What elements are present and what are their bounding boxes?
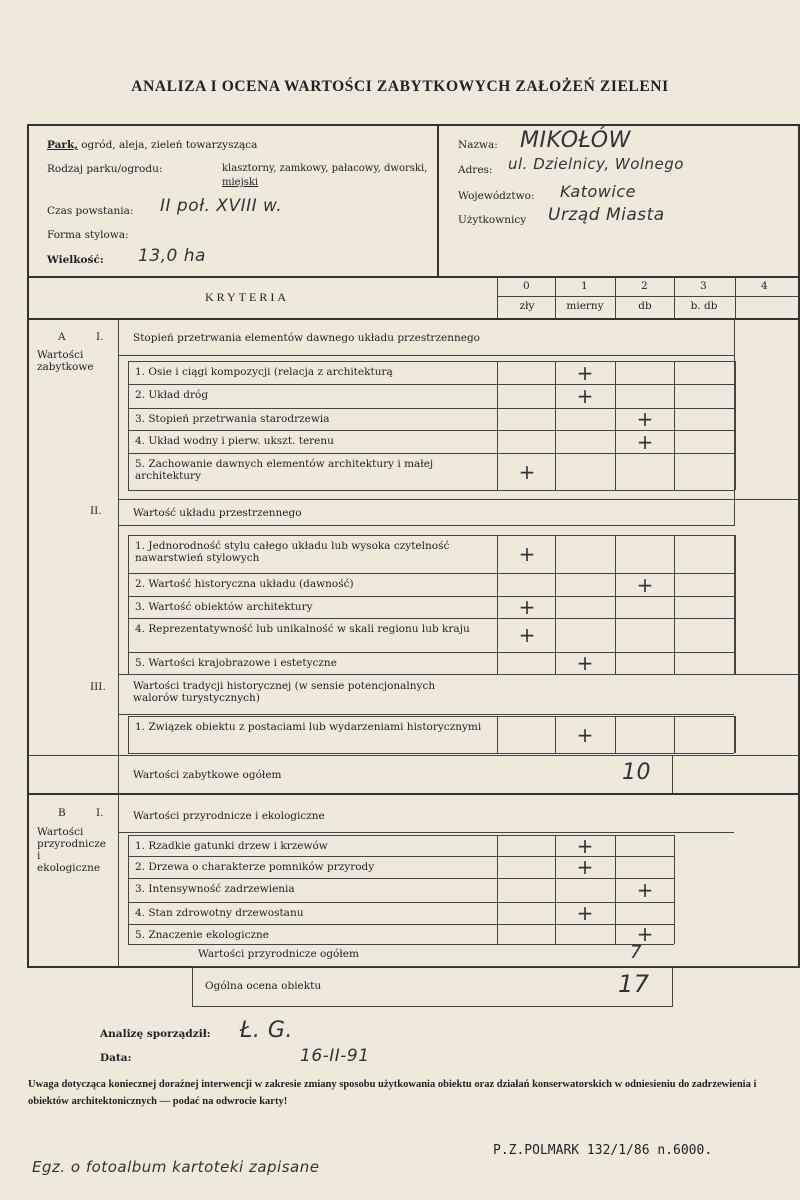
a2-mark-2: + [636, 572, 654, 597]
row-border [555, 596, 556, 618]
row-border [128, 674, 734, 675]
wielkosc-label: Wielkość: [47, 254, 104, 266]
row-border [128, 490, 734, 491]
woj-value: Katowice [560, 182, 636, 201]
row-border [497, 856, 498, 878]
a1-item-4: 4. Układ wodny i pierw. ukszt. terenu [135, 435, 334, 447]
row-border [128, 430, 129, 453]
row-border [128, 596, 129, 618]
row-border [497, 384, 498, 408]
row-border [555, 384, 556, 408]
a1-item-3: 3. Stopień przetrwania starodrzewia [135, 413, 330, 425]
row-border [497, 878, 498, 902]
row-border [497, 902, 498, 924]
row-border [128, 618, 734, 619]
row-border [497, 361, 498, 384]
row-border [674, 573, 675, 596]
row-border [555, 878, 556, 902]
b1-mark-3: + [636, 878, 654, 902]
row-border [497, 924, 498, 944]
overall-label: Ogólna ocena obiektu [205, 980, 322, 992]
score-header-1: 1 [581, 280, 588, 292]
row-border [615, 408, 616, 430]
score-label-2: db [638, 300, 652, 312]
score-header-2: 2 [641, 280, 648, 292]
grid-line [192, 967, 193, 1007]
overall-value: 17 [618, 970, 650, 998]
grid-line [119, 499, 799, 500]
row-border [674, 361, 675, 384]
score-header-4: 4 [761, 280, 768, 292]
row-border [128, 384, 129, 408]
a2-item-5: 5. Wartości krajobrazowe i estetyczne [135, 657, 337, 669]
score-header-3: 3 [700, 280, 707, 292]
row-border [734, 596, 735, 618]
row-border [128, 652, 129, 674]
row-border [735, 573, 736, 596]
row-border [497, 453, 498, 490]
b1-item-5: 5. Znaczenie ekologiczne [135, 929, 270, 941]
group3-roman: III. [90, 681, 106, 693]
row-border [674, 652, 675, 674]
grid-line [497, 296, 799, 297]
row-border [735, 596, 736, 618]
group2-roman: II. [90, 505, 102, 517]
a2-item-4: 4. Reprezentatywność lub unikalność w skali regionu lub kraju [135, 623, 470, 635]
row-border [674, 902, 675, 924]
row-border [735, 716, 736, 753]
row-border [735, 408, 736, 430]
group2-title: Wartość układu przestrzennego [133, 507, 302, 519]
row-border [615, 535, 616, 573]
row-border [497, 716, 498, 753]
row-border [674, 453, 675, 490]
row-border [128, 573, 129, 596]
row-border [615, 878, 616, 902]
row-border [615, 652, 616, 674]
row-border [128, 835, 129, 856]
grid-line [192, 1006, 672, 1007]
b1-item-3: 3. Intensywność zadrzewienia [135, 883, 295, 895]
score-label-0: zły [519, 300, 535, 312]
row-border [128, 753, 734, 754]
row-border [735, 652, 736, 674]
row-border [128, 535, 734, 536]
a1-mark-3: + [636, 407, 654, 431]
row-border [615, 361, 616, 384]
a3-mark-1: + [576, 722, 594, 747]
date-label: Data: [100, 1052, 132, 1064]
row-border [555, 618, 556, 652]
nazwa-label: Nazwa: [458, 139, 498, 151]
a1-item-1: 1. Osie i ciągi kompozycji (relacja z architekturą [135, 366, 393, 378]
b1-item-4: 4. Stan zdrowotny drzewostanu [135, 907, 304, 919]
row-border [555, 430, 556, 453]
row-border [674, 835, 675, 856]
a2-mark-3: + [518, 595, 536, 619]
row-border [615, 924, 616, 944]
a2-item-2: 2. Wartość historyczna układu (dawność) [135, 578, 354, 590]
row-border [734, 535, 735, 573]
grid-line [119, 525, 734, 526]
row-border [128, 716, 734, 717]
grid-line [28, 793, 799, 795]
row-border [735, 535, 736, 573]
row-border [734, 716, 735, 753]
row-border [674, 535, 675, 573]
grid-line [437, 125, 439, 276]
row-border [497, 652, 498, 674]
row-border [735, 361, 736, 384]
score-label-1: mierny [566, 300, 604, 312]
adres-value: ul. Dzielnicy, Wolnego [508, 155, 684, 173]
row-border [497, 618, 498, 652]
grid-line [119, 714, 734, 715]
grid-line [192, 966, 800, 967]
footer-note: Uwaga dotycząca koniecznej doraźnej interwencji w zakresie zmiany sposobu użytkowania obiektu oraz działań konserwatorskich w odniesieniu do zadrzewienia i obiektów architektonicznych — podać na odwrocie karty! [28, 1079, 757, 1107]
prepared-label: Analizę sporządził: [100, 1028, 211, 1040]
row-border [555, 856, 556, 878]
row-border [555, 902, 556, 924]
b1-mark-4: + [576, 901, 594, 925]
a1-mark-1: + [576, 360, 594, 385]
score-label-3: b. db [690, 300, 718, 312]
row-border [497, 535, 498, 573]
row-border [615, 596, 616, 618]
b1-item-1: 1. Rzadkie gatunki drzew i krzewów [135, 840, 328, 852]
section-b-name: Wartości przyrodnicze i ekologiczne [37, 826, 107, 874]
row-border [674, 408, 675, 430]
row-border [128, 924, 129, 944]
grid-line [615, 277, 616, 318]
a2-item-1: 1. Jednorodność stylu całego układu lub wysoka czytelność nawarstwień stylowych [135, 540, 450, 564]
section-a-total-value: 10 [622, 760, 651, 785]
grid-line [118, 319, 119, 967]
b1-item-2: 2. Drzewa o charakterze pomników przyrody [135, 861, 375, 873]
a3-item-1: 1. Związek obiektu z postaciami lub wydarzeniami historycznymi [135, 721, 482, 733]
row-border [674, 716, 675, 753]
row-border [735, 618, 736, 652]
row-border [674, 878, 675, 902]
woj-label: Województwo: [458, 190, 535, 202]
grid-line [28, 276, 799, 278]
section-a-roman: I. [96, 331, 104, 343]
grid-line [672, 967, 673, 1007]
section-b-letter: B [58, 807, 66, 819]
row-border [128, 453, 129, 490]
row-border [555, 408, 556, 430]
row-border [555, 716, 556, 753]
b1-mark-5: + [636, 922, 654, 946]
a1-mark-2: + [576, 384, 594, 408]
row-border [734, 384, 735, 408]
row-border [735, 453, 736, 490]
row-border [497, 596, 498, 618]
row-border [555, 835, 556, 856]
print-code: P.Z.POLMARK 132/1/86 n.6000. [493, 1143, 713, 1158]
rodzaj-options: klasztorny, zamkowy, pałacowy, dworski, [222, 163, 428, 174]
grid-line [674, 277, 675, 318]
row-border [615, 573, 616, 596]
rodzaj-label: Rodzaj parku/ogrodu: [47, 163, 163, 175]
row-border [734, 573, 735, 596]
grid-line [735, 277, 736, 318]
grid-line [119, 355, 734, 356]
row-border [128, 652, 734, 653]
nazwa-value: MIKOŁÓW [520, 128, 631, 153]
czas-value: II poł. XVIII w. [160, 196, 283, 216]
section-a-name: Wartości zabytkowe [37, 349, 94, 373]
row-border [128, 535, 129, 573]
handwritten-note: Egz. o fotoalbum kartoteki zapisane [32, 1158, 320, 1176]
a2-mark-5: + [576, 651, 594, 675]
grid-line [734, 499, 735, 526]
grid-line [119, 832, 734, 833]
row-border [734, 652, 735, 674]
b1-mark-2: + [576, 855, 594, 879]
row-border [497, 408, 498, 430]
row-border [734, 618, 735, 652]
section-b-total-value: 7 [630, 942, 642, 963]
row-border [555, 652, 556, 674]
row-border [615, 384, 616, 408]
row-border [555, 453, 556, 490]
a1-mark-4: + [636, 429, 654, 454]
grid-line [555, 277, 556, 318]
row-border [674, 924, 675, 944]
row-border [128, 856, 129, 878]
score-header-0: 0 [523, 280, 530, 292]
row-border [615, 902, 616, 924]
row-border [615, 430, 616, 453]
row-border [615, 835, 616, 856]
row-border [735, 384, 736, 408]
row-border [128, 384, 734, 385]
a2-item-3: 3. Wartość obiektów architektury [135, 601, 313, 613]
row-border [555, 573, 556, 596]
section-b-group-title: Wartości przyrodnicze i ekologiczne [133, 810, 325, 822]
row-border [615, 716, 616, 753]
section-b-total-label: Wartości przyrodnicze ogółem [198, 948, 359, 960]
row-border [734, 408, 735, 430]
row-border [674, 596, 675, 618]
criteria-label: KRYTERIA [205, 290, 289, 304]
a1-mark-5: + [518, 459, 536, 484]
row-border [555, 924, 556, 944]
grid-line [672, 755, 673, 793]
prepared-value: Ł. G. [240, 1018, 293, 1043]
row-border [128, 408, 129, 430]
row-border [674, 618, 675, 652]
row-border [615, 618, 616, 652]
a1-item-2: 2. Układ dróg [135, 389, 209, 401]
rodzaj-selected: miejski [222, 177, 259, 188]
row-border [734, 430, 735, 453]
row-border [674, 430, 675, 453]
section-a-letter: A [58, 331, 66, 343]
section-a-total-label: Wartości zabytkowe ogółem [133, 769, 282, 781]
grid-line [28, 755, 799, 756]
group3-title: Wartości tradycji historycznej (w sensie potencjonalnych walorów turystycznych) [133, 680, 436, 704]
adres-label: Adres: [458, 164, 493, 176]
uzyt-value: Urząd Miasta [548, 205, 665, 225]
date-value: 16-II-91 [300, 1046, 370, 1066]
row-border [128, 902, 129, 924]
czas-label: Czas powstania: [47, 205, 134, 217]
row-border [128, 878, 129, 902]
row-border [497, 430, 498, 453]
forma-label: Forma stylowa: [47, 229, 129, 241]
row-border [615, 453, 616, 490]
group1-title: Stopień przetrwania elementów dawnego układu przestrzennego [133, 332, 480, 344]
row-border [674, 856, 675, 878]
row-border [128, 361, 734, 362]
uzyt-label: Użytkownicy [458, 214, 527, 226]
b1-mark-1: + [576, 833, 594, 858]
row-border [497, 835, 498, 856]
section-b-roman: I. [96, 807, 104, 819]
row-border [128, 618, 129, 652]
type-label: Park, ogród, aleja, zieleń towarzysząca [47, 139, 258, 151]
row-border [615, 856, 616, 878]
grid-line [28, 318, 799, 320]
row-border [555, 361, 556, 384]
wielkosc-value: 13,0 ha [138, 246, 206, 266]
row-border [734, 453, 735, 490]
a1-item-5: 5. Zachowanie dawnych elementów architektury i małej architektury [135, 458, 434, 482]
row-border [128, 716, 129, 753]
grid-line [497, 277, 498, 318]
row-border [734, 361, 735, 384]
a2-mark-4: + [518, 623, 536, 647]
row-border [555, 535, 556, 573]
row-border [497, 573, 498, 596]
row-border [735, 430, 736, 453]
form-title: ANALIZA I OCENA WARTOŚCI ZABYTKOWYCH ZAŁOŻEŃ ZIELENI [131, 78, 669, 95]
row-border [128, 944, 674, 945]
row-border [128, 361, 129, 384]
a2-mark-1: + [518, 542, 536, 566]
row-border [674, 384, 675, 408]
